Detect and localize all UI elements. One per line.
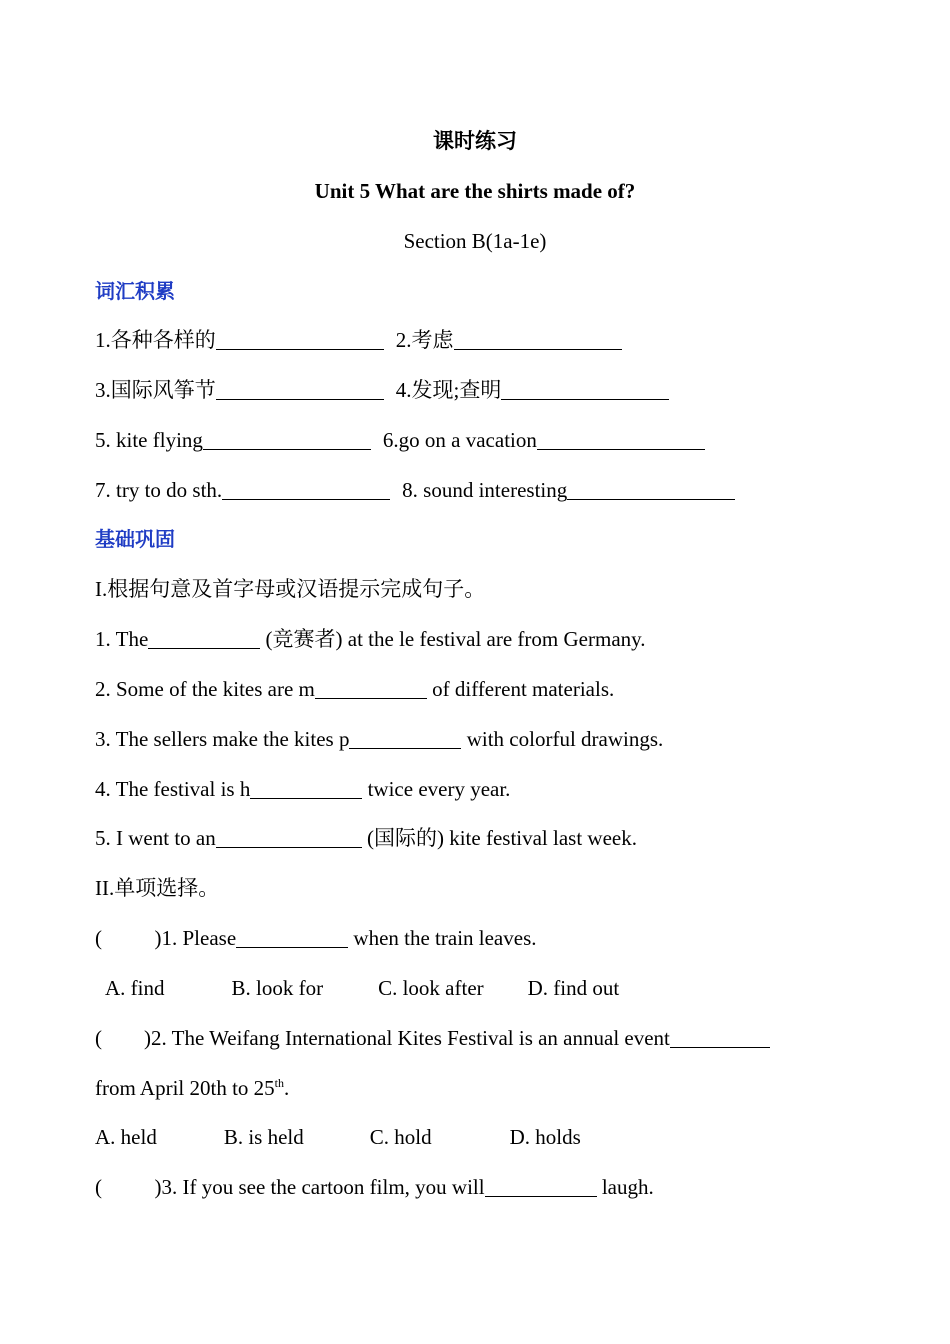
question-text: laugh. <box>596 1175 654 1199</box>
sentence-4 <box>95 776 510 802</box>
sentence-2 <box>95 676 614 702</box>
answer-blank[interactable] <box>250 778 362 799</box>
vocab-item: 4.发现;查明 <box>395 378 502 402</box>
sentence-text: 1. The <box>95 627 149 651</box>
question-1 <box>95 925 537 951</box>
vocab-item: 6.go on a vacation <box>382 428 537 452</box>
option-b[interactable]: B. look for <box>231 976 324 1000</box>
answer-paren[interactable]: ( ) <box>95 926 162 950</box>
part1-title: I.根据句意及首字母或汉语提示完成句子。 <box>95 577 486 601</box>
sentence-text: (国际的) kite festival last week. <box>361 826 637 850</box>
vocab-item: 2.考虑 <box>395 328 454 352</box>
vocab-item: 5. kite flying <box>95 428 203 452</box>
answer-blank[interactable] <box>216 379 384 400</box>
option-a[interactable]: A. held <box>95 1125 157 1149</box>
answer-blank[interactable] <box>203 429 371 450</box>
sentence-text: with colorful drawings. <box>461 727 664 751</box>
sentence-text: 2. Some of the kites are m <box>95 677 315 701</box>
option-c[interactable]: C. look after <box>378 976 484 1000</box>
sentence-text: 5. I went to an <box>95 826 216 850</box>
vocab-row-2 <box>95 377 669 403</box>
answer-blank[interactable] <box>537 429 705 450</box>
answer-blank[interactable] <box>148 628 260 649</box>
question-text: . <box>284 1076 290 1100</box>
section-title: Section B(1a-1e) <box>403 229 547 253</box>
question-text: 1. Please <box>161 926 237 950</box>
answer-blank[interactable] <box>216 329 384 350</box>
option-a[interactable]: A. find <box>105 976 165 1000</box>
option-d[interactable]: D. find out <box>527 976 620 1000</box>
answer-paren[interactable]: ( ) <box>95 1026 151 1050</box>
question-2-options <box>95 1124 581 1150</box>
sentence-text: 4. The festival is h <box>95 777 251 801</box>
question-3 <box>95 1174 654 1200</box>
superscript-th: th <box>274 1076 285 1090</box>
sentence-text: twice every year. <box>362 777 511 801</box>
vocab-item: 8. sound interesting <box>402 478 568 502</box>
question-1-options <box>105 975 619 1001</box>
answer-blank[interactable] <box>567 479 735 500</box>
option-d[interactable]: D. holds <box>509 1125 581 1149</box>
basics-heading: 基础巩固 <box>95 527 175 551</box>
sentence-text: (竞赛者) at the le festival are from Germany. <box>260 627 646 651</box>
option-c[interactable]: C. hold <box>369 1125 432 1149</box>
vocab-item: 3.国际风筝节 <box>95 378 216 402</box>
question-text: when the train leaves. <box>348 926 537 950</box>
answer-blank[interactable] <box>349 728 461 749</box>
answer-blank[interactable] <box>315 678 427 699</box>
answer-blank[interactable] <box>485 1176 597 1197</box>
answer-blank[interactable] <box>236 927 348 948</box>
question-text: from April 20th to 25 <box>95 1076 275 1100</box>
unit-title: Unit 5 What are the shirts made of? <box>314 179 636 203</box>
page-title: 课时练习 <box>433 129 517 153</box>
answer-blank[interactable] <box>216 827 362 848</box>
vocab-heading: 词汇积累 <box>95 279 175 303</box>
question-2-line2 <box>95 1075 289 1101</box>
part2-title: II.单项选择。 <box>95 876 220 900</box>
vocab-row-3 <box>95 427 705 453</box>
question-text: 3. If you see the cartoon film, you will <box>161 1175 485 1199</box>
question-2 <box>95 1025 770 1051</box>
sentence-text: of different materials. <box>426 677 615 701</box>
sentence-1 <box>95 626 646 652</box>
question-text: 2. The Weifang International Kites Festival is an annual event <box>151 1026 670 1050</box>
vocab-row-1 <box>95 327 622 353</box>
vocab-item: 1.各种各样的 <box>95 328 216 352</box>
sentence-text: 3. The sellers make the kites p <box>95 727 350 751</box>
option-b[interactable]: B. is held <box>223 1125 304 1149</box>
vocab-item: 7. try to do sth. <box>95 478 223 502</box>
answer-paren[interactable]: ( ) <box>95 1175 162 1199</box>
answer-blank[interactable] <box>670 1027 770 1048</box>
answer-blank[interactable] <box>222 479 390 500</box>
answer-blank[interactable] <box>454 329 622 350</box>
answer-blank[interactable] <box>501 379 669 400</box>
sentence-3 <box>95 726 663 752</box>
sentence-5 <box>95 825 637 851</box>
vocab-row-4 <box>95 477 735 503</box>
